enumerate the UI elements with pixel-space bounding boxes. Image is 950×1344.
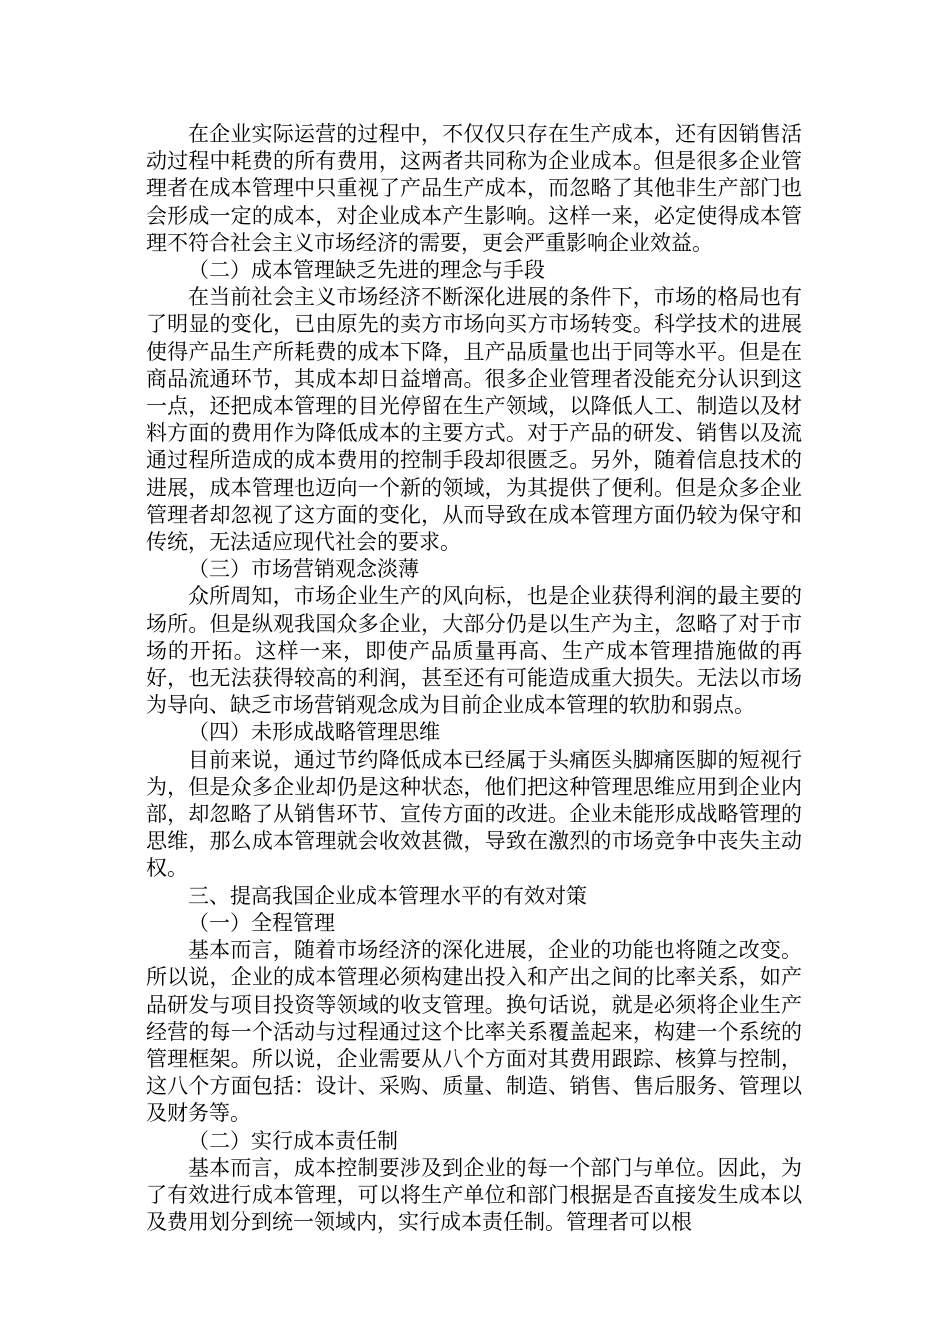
paragraph-no-strategic-thinking: 目前来说，通过节约降低成本已经属于头痛医头脚痛医脚的短视行为，但是众多企业却仍是这种状态，他们把这种管理思维应用到企业内部，却忽略了从销售环节、宣传方面的改进。企业未能形成战略管理的思维，那么成本管理就会收效甚微，导致在激烈的市场竞争中丧失主动权。 — [146, 747, 802, 881]
heading-weak-marketing-concept: （三）市场营销观念淡薄 — [188, 557, 419, 582]
section-heading-countermeasures: 三、提高我国企业成本管理水平的有效对策 — [188, 883, 587, 908]
heading-no-strategic-thinking: （四）未形成战略管理思维 — [188, 720, 440, 745]
heading-cost-responsibility-system: （二）实行成本责任制 — [188, 1128, 398, 1153]
paragraph-full-process-management: 基本而言，随着市场经济的深化进展，企业的功能也将随之改变。所以说，企业的成本管理必须构建出投入和产出之间的比率关系，如产品研发与项目投资等领域的收支管理。换句话说，就是必须将企业生产经营的每一个活动与过程通过这个比率关系覆盖起来，构建一个系统的管理框架。所以说，企业需要从八个方面对其费用跟踪、核算与控制，这八个方面包括：设计、采购、质量、制造、销售、售后服务、管理以及财务等。 — [146, 938, 802, 1126]
paragraph-lack-of-advanced-concepts: 在当前社会主义市场经济不断深化进展的条件下，市场的格局也有了明显的变化，已由原先的卖方市场向买方市场转变。科学技术的进展使得产品生产所耗费的成本下降，且产品质量也出于同等水平。但是在商品流通环节，其成本却日益增高。很多企业管理者没能充分认识到这一点，还把成本管理的目光停留在生产领域，以降低人工、制造以及材料方面的费用作为降低成本的主要方式。对于产品的研发、销售以及流通过程所造成的成本费用的控制手段却很匮乏。另外，随着信息技术的进展，成本管理也迈向一个新的领域，为其提供了便利。但是众多企业管理者却忽视了这方面的变化，从而导致在成本管理方面仍较为保守和传统，无法适应现代社会的要求。 — [146, 285, 802, 555]
paragraph-cost-composition: 在企业实际运营的过程中，不仅仅只存在生产成本，还有因销售活动过程中耗费的所有费用，这两者共同称为企业成本。但是很多企业管理者在成本管理中只重视了产品生产成本，而忽略了其他非生产部门也会形成一定的成本，对企业成本产生影响。这样一来，必定使得成本管理不符合社会主义市场经济的需要，更会严重影响企业效益。 — [146, 122, 802, 255]
paragraph-weak-marketing-concept: 众所周知，市场企业生产的风向标，也是企业获得利润的最主要的场所。但是纵观我国众多企业，大部分仍是以生产为主，忽略了对于市场的开拓。这样一来，即使产品质量再高、生产成本管理措施做的再好，也无法获得较高的利润，甚至还有可能造成重大损失。无法以市场为导向、缺乏市场营销观念成为目前企业成本管理的软肋和弱点。 — [146, 584, 802, 718]
document-body — [146, 121, 802, 1236]
heading-lack-of-advanced-concepts: （二）成本管理缺乏先进的理念与手段 — [188, 258, 545, 283]
heading-full-process-management: （一）全程管理 — [188, 910, 335, 935]
paragraph-cost-responsibility-system: 基本而言，成本控制要涉及到企业的每一个部门与单位。因此，为了有效进行成本管理，可以将生产单位和部门根据是否直接发生成本以及费用划分到统一领域内，实行成本责任制。管理者可以根 — [146, 1155, 802, 1235]
